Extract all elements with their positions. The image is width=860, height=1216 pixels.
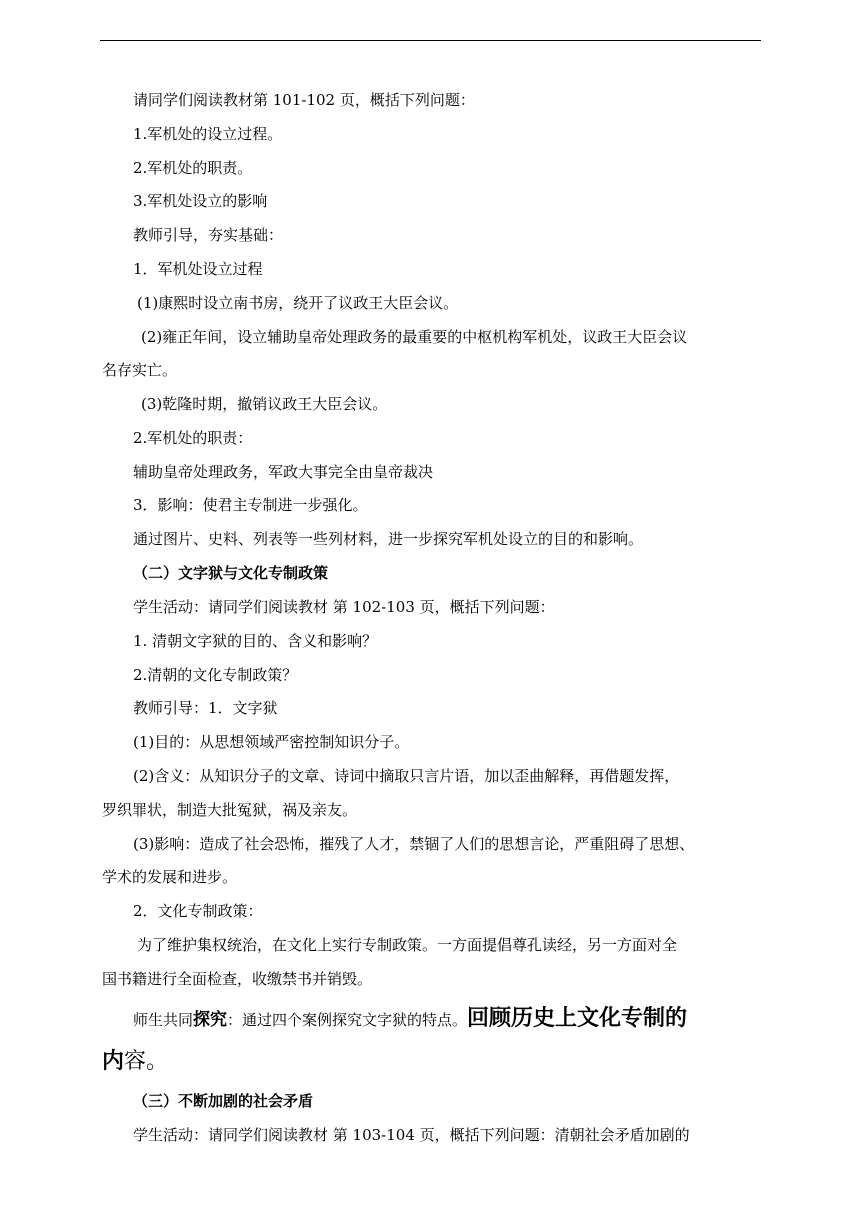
paragraph-line: 教师引导：1．文字狱 [133,699,278,717]
paragraph-line: 2.军机处的职责。 [133,159,253,177]
paragraph-line: 通过图片、史料、列表等一些列材料，进一步探究军机处设立的目的和影响。 [133,530,644,548]
paragraph-line: 国书籍进行全面检查，收缴禁书并销毁。 [102,970,373,988]
section-heading: （二）文字狱与文化专制政策 [133,564,329,582]
paragraph-line: (2)雍正年间，设立辅助皇帝处理政务的最重要的中枢机构军机处，议政王大臣会议 [141,328,688,346]
section-heading: （三）不断加剧的社会矛盾 [133,1092,314,1110]
paragraph-line: 教师引导，夯实基础： [133,226,284,244]
paragraph-line: (1)目的：从思想领域严密控制知识分子。 [133,733,410,751]
paragraph-line: 辅助皇帝处理政务，军政大事完全由皇帝裁决 [133,463,434,481]
emphasis-text: 探究 [193,1010,228,1030]
paragraph-line: 请同学们阅读教材第 101-102 页，概括下列问题： [133,91,475,109]
paragraph-line: (3)乾隆时期，撤销议政王大臣会议。 [141,395,388,413]
emphasis-text-large: 内 [102,1048,125,1074]
paragraph-line: 罗织罪状，制造大批冤狱，祸及亲友。 [102,801,358,819]
text-run: 师生共同 [133,1011,194,1029]
paragraph-line: 学术的发展和进步。 [102,868,238,886]
paragraph-line: 1.军机处的设立过程。 [133,125,283,143]
text-run-large: 容。 [124,1049,169,1074]
paragraph-line: 为了维护集权统治，在文化上实行专制政策。一方面提倡尊孔读经，另一方面对全 [137,936,678,954]
paragraph-line: 2．文化专制政策： [133,902,263,920]
paragraph-line: 学生活动：请同学们阅读教材 第 103-104 页，概括下列问题：清朝社会矛盾加剧的 [133,1126,690,1144]
paragraph-line: (2)含义：从知识分子的文章、诗词中摘取只言片语，加以歪曲解释，再借题发挥， [133,767,680,785]
paragraph-line: (1)康熙时设立南书房，绕开了议政王大臣会议。 [137,294,459,312]
text-run: ：通过四个案例探究文字狱的特点。 [227,1011,468,1029]
paragraph-line: 学生活动：请同学们阅读教材 第 102-103 页，概括下列问题： [133,598,555,616]
paragraph-line: 3．影响：使君主专制进一步强化。 [133,496,368,514]
paragraph-line: 1. 清朝文字狱的目的、含义和影响？ [133,632,378,650]
paragraph-line [102,1046,168,1078]
paragraph-line: 2.清朝的文化专制政策？ [133,666,298,684]
paragraph-line: (3)影响：造成了社会恐怖，摧残了人才，禁锢了人们的思想言论，严重阻碍了思想、 [133,835,695,853]
paragraph-line [133,1004,687,1034]
header-rule [100,40,761,41]
paragraph-line: 2.军机处的职责： [133,429,253,447]
emphasis-text-large: 回顾历史上文化专制的 [467,1005,688,1031]
paragraph-line: 名存实亡。 [102,361,178,379]
paragraph-line: 3.军机处设立的影响 [133,192,268,210]
paragraph-line: 1．军机处设立过程 [133,260,263,278]
